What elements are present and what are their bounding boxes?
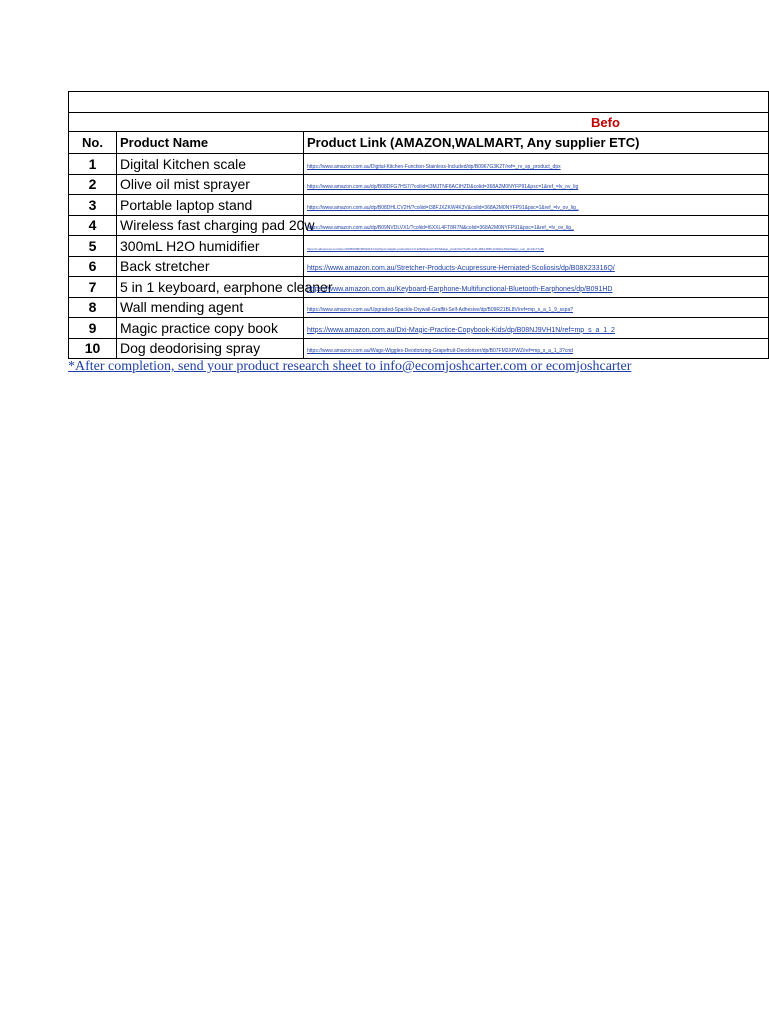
product-link-cell[interactable] — [304, 154, 769, 175]
product-name[interactable]: Back stretcher — [117, 256, 304, 277]
banner-row — [69, 113, 769, 132]
product-name[interactable]: Magic practice copy book — [117, 318, 304, 339]
row-number[interactable]: 10 — [69, 338, 117, 359]
table-row — [69, 256, 769, 277]
product-link[interactable]: https://www.amazon.com.au/Wags-Wiggles-Deodorizing-Grapefruit-Deodorizer/dp/B07FM2XPWZ/ref=mp_s_a_1_3?crid — [307, 348, 573, 355]
product-name[interactable]: 5 in 1 keyboard, earphone cleaner — [117, 277, 304, 298]
product-link[interactable]: https://www.amazon.com.au/Keyboard-Earphone-Multifunctional-Bluetooth-Earphones/dp/B091HD — [307, 285, 613, 293]
product-link[interactable]: https://www.amazon.com.au/Digital-Kitchen-Function-Stainless-Included/dp/B0967G3K2T/ref=_rv_sp_product_dpx — [307, 163, 561, 170]
row-number[interactable]: 3 — [69, 195, 117, 216]
product-name[interactable]: Olive oil mist sprayer — [117, 174, 304, 195]
product-link[interactable]: https://s.aliexpress.com/item/1005003879601016.html?spm=a2g0o.productlist.0.0.3d6a5e2eCC4fC6&algo_pvid=24c77e8b-a1fb-4823-8f25-3cf2d2e7f0a3&algo_exp_id=24c77e8b — [307, 246, 545, 251]
product-link-cell[interactable] — [304, 256, 769, 277]
table-row — [69, 154, 769, 175]
product-link[interactable]: https://www.amazon.com.au/dp/B08DHLCV2H/?coliid=I38FJXZKW4K3V&colid=368A2M0NYFP91&psc=1&ref_=lv_ov_lig_ — [307, 204, 579, 211]
product-research-sheet — [68, 91, 640, 359]
table-row — [69, 318, 769, 339]
row-number[interactable]: 1 — [69, 154, 117, 175]
product-link-cell[interactable] — [304, 195, 769, 216]
product-link-cell[interactable] — [304, 174, 769, 195]
product-name[interactable]: Digital Kitchen scale — [117, 154, 304, 175]
table-row — [69, 338, 769, 359]
table-row — [69, 215, 769, 236]
row-number[interactable]: 6 — [69, 256, 117, 277]
product-link-cell[interactable] — [304, 236, 769, 257]
product-link[interactable]: https://www.amazon.com.au/Upgraded-Spackle-Drywall-Graffiti-Self-Adhesive/dp/B09R21BL8V/ref=mp_s_a_1_9_sspa? — [307, 307, 574, 314]
product-link-cell[interactable] — [304, 297, 769, 318]
product-link[interactable]: https://www.amazon.com.au/dp/B08DFG7HS7/?coliid=I3MJTNF8ACIHZD&colid=368A2M0NYFP91&psc=1&ref_=lv_ov_lig — [307, 184, 579, 191]
product-name[interactable]: Portable laptop stand — [117, 195, 304, 216]
product-link-cell[interactable] — [304, 338, 769, 359]
table-row — [69, 195, 769, 216]
row-number[interactable]: 9 — [69, 318, 117, 339]
product-table — [68, 91, 769, 359]
product-link-cell[interactable] — [304, 277, 769, 298]
product-link[interactable]: https://www.amazon.com.au/dp/B09NVDLVX1/?coliid=I6XXL4FT8R7N&colid=368A2M0NYFP91&psc=1&ref_=lv_ov_lig_ — [307, 225, 574, 232]
table-row — [69, 174, 769, 195]
row-number[interactable]: 8 — [69, 297, 117, 318]
product-link[interactable]: https://www.amazon.com.au/Stretcher-Products-Acupressure-Herniated-Scoliosis/dp/B08X23316Q/ — [307, 265, 615, 273]
row-number[interactable]: 5 — [69, 236, 117, 257]
product-name[interactable]: Wall mending agent — [117, 297, 304, 318]
row-number[interactable]: 7 — [69, 277, 117, 298]
product-name[interactable]: Dog deodorising spray — [117, 338, 304, 359]
row-number[interactable]: 2 — [69, 174, 117, 195]
title-row — [69, 92, 769, 113]
product-name[interactable]: Wireless fast charging pad 20w — [117, 215, 304, 236]
column-header-link[interactable]: Product Link (AMAZON,WALMART, Any supplier ETC) — [304, 132, 769, 154]
product-link-cell[interactable] — [304, 215, 769, 236]
table-row — [69, 277, 769, 298]
banner-cell[interactable]: Befo — [69, 113, 769, 132]
title-cell[interactable] — [69, 92, 769, 113]
footer-note-link[interactable]: *After completion, send your product research sheet to info@ecomjoshcarter.com or ecomjoshcarter — [68, 359, 632, 374]
product-link-cell[interactable] — [304, 318, 769, 339]
table-row — [69, 297, 769, 318]
product-link[interactable]: https://www.amazon.com.au/Dxi-Magic-Practice-Copybook-Kids/dp/B08NJ9VH1N/ref=mp_s_a_1_2 — [307, 326, 615, 334]
row-number[interactable]: 4 — [69, 215, 117, 236]
column-header-name[interactable]: Product Name — [117, 132, 304, 154]
column-header-no[interactable]: No. — [69, 132, 117, 154]
header-row — [69, 132, 769, 154]
product-name[interactable]: 300mL H2O humidifier — [117, 236, 304, 257]
table-row — [69, 236, 769, 257]
